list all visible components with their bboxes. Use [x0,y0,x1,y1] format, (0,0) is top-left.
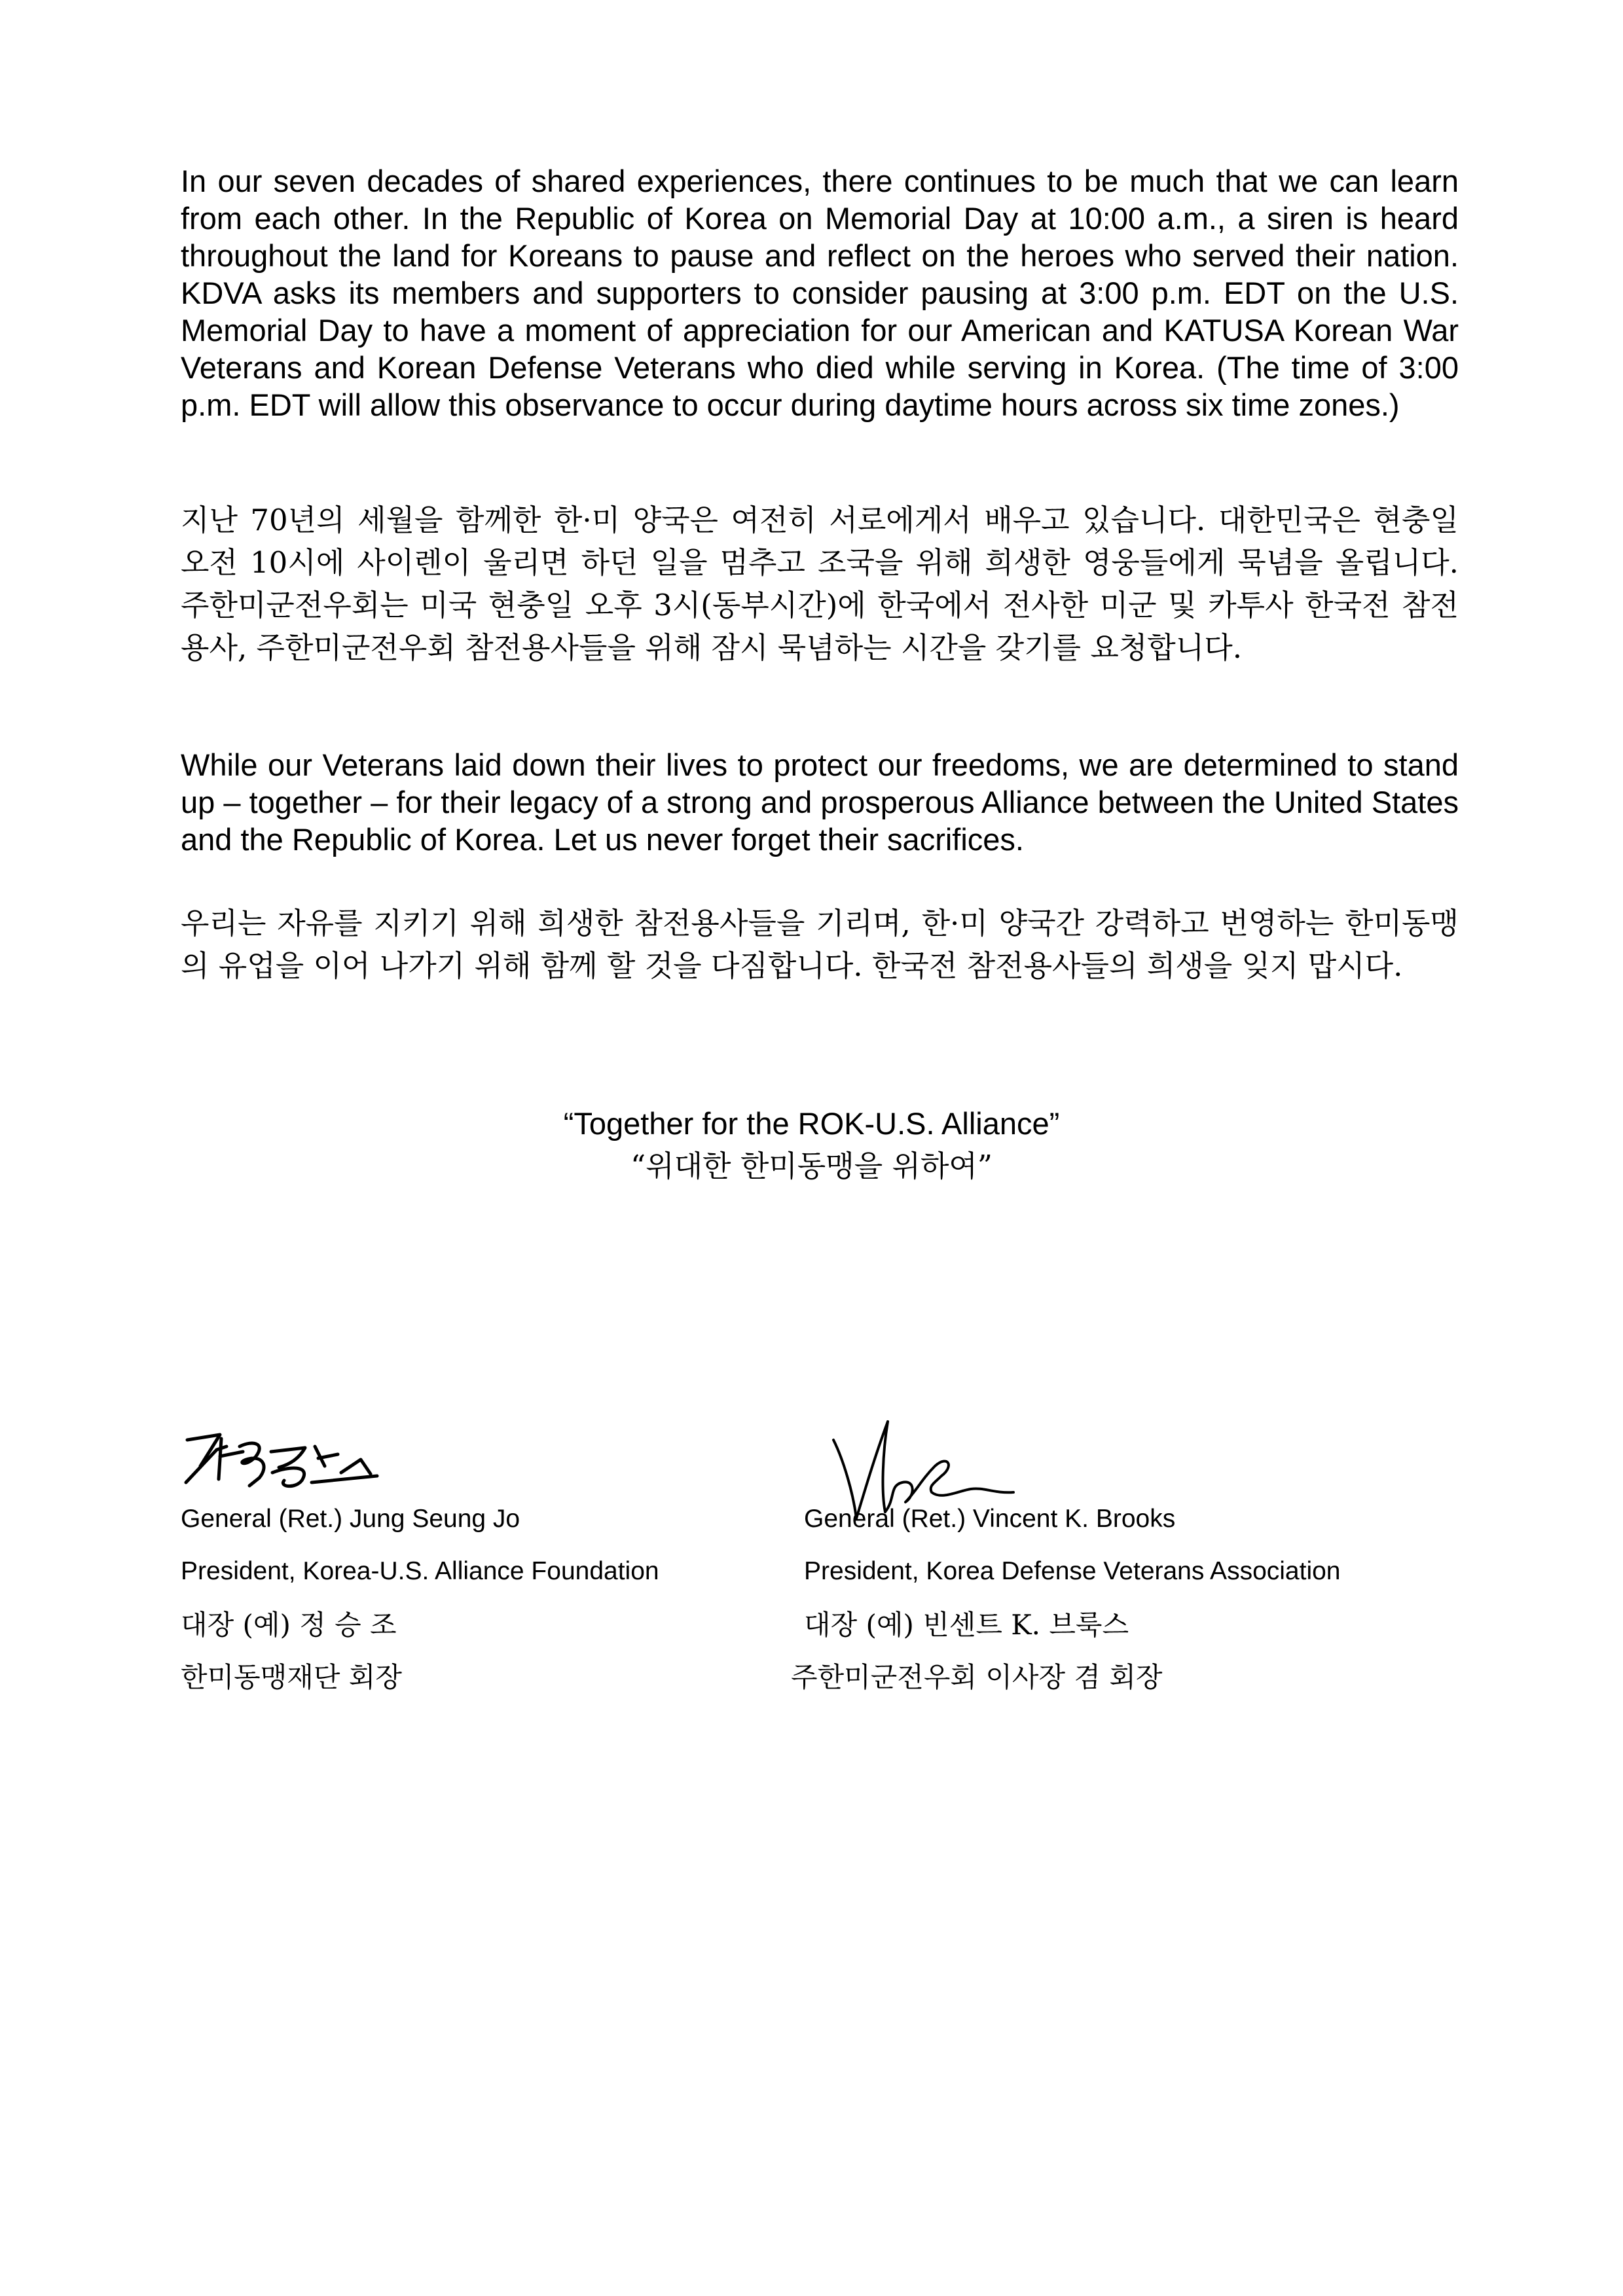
right-signatory-name-korean: 대장 (예) 빈센트 K. 브룩스 [804,1609,1129,1641]
paragraph-korean-2: 우리는 자유를 지키기 위해 희생한 참전용사들을 기리며, 한·미 양국간 강력하고 번영하는 한미동맹의 유업을 이어 나가기 위해 함께 할 것을 다짐합니다. 한국전 참전용사들의 희생을 잊지 맙시다. [181,906,1459,983]
left-signatory-title-english: President, Korea-U.S. Alliance Foundation [181,1557,659,1585]
right-signatory-title-korean: 주한미군전우회 이사장 겸 회장 [791,1661,1163,1693]
left-signatory-title-korean: 한미동맹재단 회장 [181,1661,402,1693]
paragraph-korean-1: 지난 70년의 세월을 함께한 한·미 양국은 여전히 서로에게서 배우고 있습니다. 대한민국은 현충일 오전 10시에 사이렌이 울리면 하던 일을 멈추고 조국을 위해 희생한 영웅들에게 묵념을 올립니다. 주한미군전우회는 미국 현충일 오후 3시(동부시간)에 한국에서 전사한 미군 및 카투사 한국전 참전용사, 주한미군전우회 참전용사들을 위해 잠시 묵념하는 시간을 갖기를 요청합니다. [181,503,1459,665]
left-signatory-name-english: General (Ret.) Jung Seung Jo [181,1505,520,1533]
left-signatory-name-korean: 대장 (예) 정 승 조 [181,1609,397,1641]
motto-english: “Together for the ROK-U.S. Alliance” [563,1106,1060,1141]
signature-left [181,1420,397,1499]
paragraph-english-2: While our Veterans laid down their lives to protect our freedoms, we are determined to stand up – together – for their legacy of a strong and prosperous Alliance between the United States and the Republic of Korea. Let us never forget their sacrifices. [181,747,1459,857]
right-signatory-name-english: General (Ret.) Vincent K. Brooks [804,1505,1176,1533]
motto-korean: “위대한 한미동맹을 위하여” [630,1149,993,1183]
paragraph-english-1: In our seven decades of shared experiences, there continues to be much that we can learn from each other. In the Republic of Korea on Memorial Day at 10:00 a.m., a siren is heard throughout the land for Koreans to pause and reflect on the heroes who served their nation. KDVA asks its members and supporters to consider pausing at 3:00 p.m. EDT on the U.S. Memorial Day to have a moment of appreciation for our American and KATUSA Korean War Veterans and Korean Defense Veterans who died while serving in Korea. (The time of 3:00 p.m. EDT will allow this observance to occur during daytime hours across six time zones.) [181,164,1459,422]
right-signatory-title-english: President, Korea Defense Veterans Association [804,1557,1341,1585]
